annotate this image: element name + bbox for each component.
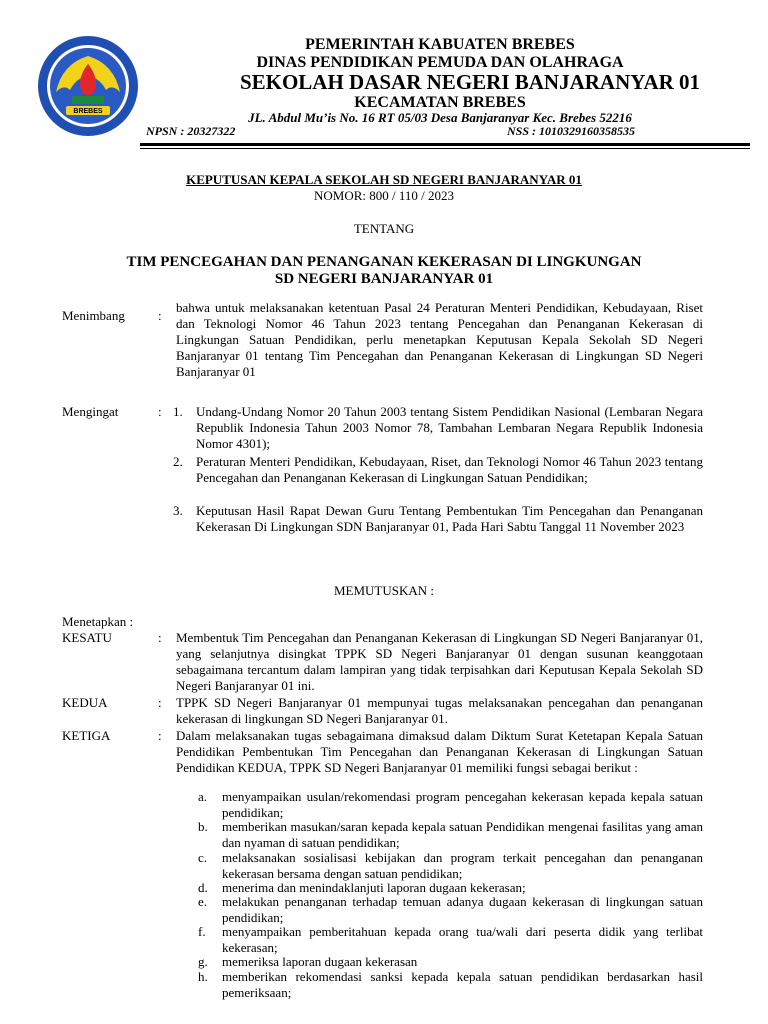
ketiga-colon: :: [158, 728, 162, 743]
ketiga-item-text: memeriksa laporan dugaan kekerasan: [222, 954, 418, 969]
letterhead-district: KECAMATAN BREBES: [354, 94, 526, 111]
menimbang-text: bahwa untuk melaksanakan ketentuan Pasal 24 Peraturan Menteri Pendidikan, Kebudayaan, Riset dan Teknologi Nomor 46 Tahun 2023 tentang Pencegahan dan Penanganan Kekerasan di Lingkungan Satuan Pendidikan, perlu menetapkan Keputusan Kepala Sekolah SD Negeri Banjaranyar 01 tentang Tim Pencegahan dan Penanganan Kekerasan di Lingkungan SD Negeri Banjaranyar 01: [176, 300, 703, 379]
decree-title-text: KEPUTUSAN KEPALA SEKOLAH SD NEGERI BANJARANYAR 01: [186, 172, 582, 187]
decree-title: [0, 172, 768, 188]
letterhead-department: DINAS PENDIDIKAN PEMUDA DAN OLAHRAGA: [256, 54, 624, 71]
ketiga-item-letter: f.: [198, 924, 206, 939]
mengingat-colon: :: [158, 404, 162, 419]
menetapkan-label: Menetapkan :: [62, 614, 134, 629]
ketiga-label: KETIGA: [62, 728, 111, 743]
ketiga-item-letter: e.: [198, 894, 208, 909]
ketiga-item-text: memberikan rekomendasi sanksi kepada kepala satuan pendidikan berdasarkan hasil pemeriksaan;: [222, 969, 703, 1000]
kesatu-text: Membentuk Tim Pencegahan dan Penanganan Kekerasan di Lingkungan SD Negeri Banjaranyar 01, yang selanjutnya disingkat TPPK SD Negeri Banjaranyar 01 dengan susunan keanggotaan sebagaimana tercantum dalam lampiran yang tidak terpisahkan dari Keputusan Kepala Sekolah SD Negeri Banjaranyar 01 ini.: [176, 630, 703, 693]
ketiga-item-letter: h.: [198, 969, 208, 984]
ketiga-item-letter: c.: [198, 850, 208, 865]
mengingat-item-text: Keputusan Hasil Rapat Dewan Guru Tentang Pembentukan Tim Pencegahan dan Penanganan Kekerasan Di Lingkungan SDN Banjaranyar 01, Pada Hari Sabtu Tanggal 11 November 2023: [196, 503, 703, 534]
ketiga-item-letter: d.: [198, 880, 208, 895]
mengingat-item-text: Undang-Undang Nomor 20 Tahun 2003 tentang Sistem Pendidikan Nasional (Lembaran Negara Republik Indonesia Tahun 2003 Nomor 78, Tambahan Lembaran Negara Republik Indonesia Nomor 4301);: [196, 404, 703, 451]
ketiga-item-text: menerima dan menindaklanjuti laporan dugaan kekerasan;: [222, 880, 526, 895]
ketiga-item-letter: b.: [198, 819, 208, 834]
school-logo: [36, 34, 140, 138]
kedua-label: KEDUA: [62, 695, 108, 710]
decree-about: TENTANG: [353, 221, 415, 236]
letterhead-rule-thick: [140, 143, 750, 146]
ketiga-item-text: melaksanakan sosialisasi kebijakan dan program terkait pencegahan dan penanganan kekerasan bersama dengan satuan pendidikan;: [222, 850, 703, 881]
letterhead-npsn: NPSN : 20327322: [146, 124, 236, 138]
ketiga-item-text: menyampaikan pemberitahuan kepada orang tua/wali dari peserta didik yang terlibat kekerasan;: [222, 924, 703, 955]
mengingat-item-number: 2.: [173, 454, 183, 469]
ketiga-item-text: menyampaikan usulan/rekomendasi program pencegahan kekerasan kepada kepala satuan pendidikan;: [222, 789, 703, 820]
mengingat-item-number: 1.: [173, 404, 183, 419]
decree-heading-line2: SD NEGERI BANJARANYAR 01: [274, 271, 494, 287]
decree-heading-line1: TIM PENCEGAHAN DAN PENANGANAN KEKERASAN DI LINGKUNGAN: [126, 254, 642, 270]
kedua-colon: :: [158, 695, 162, 710]
mengingat-item-number: 3.: [173, 503, 183, 518]
ketiga-item-letter: a.: [198, 789, 208, 804]
menimbang-label: Menimbang: [62, 308, 125, 323]
mengingat-label: Mengingat: [62, 404, 119, 419]
letterhead-rule-thin: [140, 148, 750, 149]
ketiga-item-text: memberikan masukan/saran kepada kepala satuan Pendidikan mengenai fasilitas yang aman dan nyaman di satuan pendidikan;: [222, 819, 703, 850]
kesatu-colon: :: [158, 630, 162, 645]
letterhead-school: SEKOLAH DASAR NEGERI BANJARANYAR 01: [239, 70, 701, 94]
svg-text:BREBES: BREBES: [73, 108, 103, 115]
ketiga-text: Dalam melaksanakan tugas sebagaimana dimaksud dalam Diktum Surat Ketetapan Kepala Satuan Pendidikan Pembentukan Tim Pencegahan dan Penanganan Kekerasan di Lingkungan Satuan Pendidikan KEDUA, TPPK SD Negeri Banjaranyar 01 memiliki fungsi sebagai berikut :: [176, 728, 703, 775]
menimbang-colon: :: [158, 308, 162, 323]
kesatu-label: KESATU: [62, 630, 112, 645]
decree-number: NOMOR: 800 / 110 / 2023: [314, 188, 454, 203]
memutuskan-heading: MEMUTUSKAN :: [333, 583, 435, 598]
ketiga-item-text: melakukan penanganan terhadap temuan adanya dugaan kekerasan di lingkungan satuan pendidikan;: [222, 894, 703, 925]
letterhead-nss: NSS : 1010329160358535: [507, 124, 636, 138]
kedua-text: TPPK SD Negeri Banjaranyar 01 mempunyai tugas melaksanakan pencegahan dan penanganan kekerasan di lingkungan SD Negeri Banjaranyar 01.: [176, 695, 703, 726]
mengingat-item-text: Peraturan Menteri Pendidikan, Kebudayaan, Riset, dan Teknologi Nomor 46 Tahun 2023 tentang Pencegahan dan Penanganan Kekerasan di Lingkungan Satuan Pendidikan;: [196, 454, 703, 485]
letterhead-address: JL. Abdul Mu’is No. 16 RT 05/03 Desa Banjaranyar Kec. Brebes 52216: [248, 110, 632, 125]
letterhead-government: PEMERINTAH KABUATEN BREBES: [305, 36, 575, 53]
ketiga-item-letter: g.: [198, 954, 208, 969]
